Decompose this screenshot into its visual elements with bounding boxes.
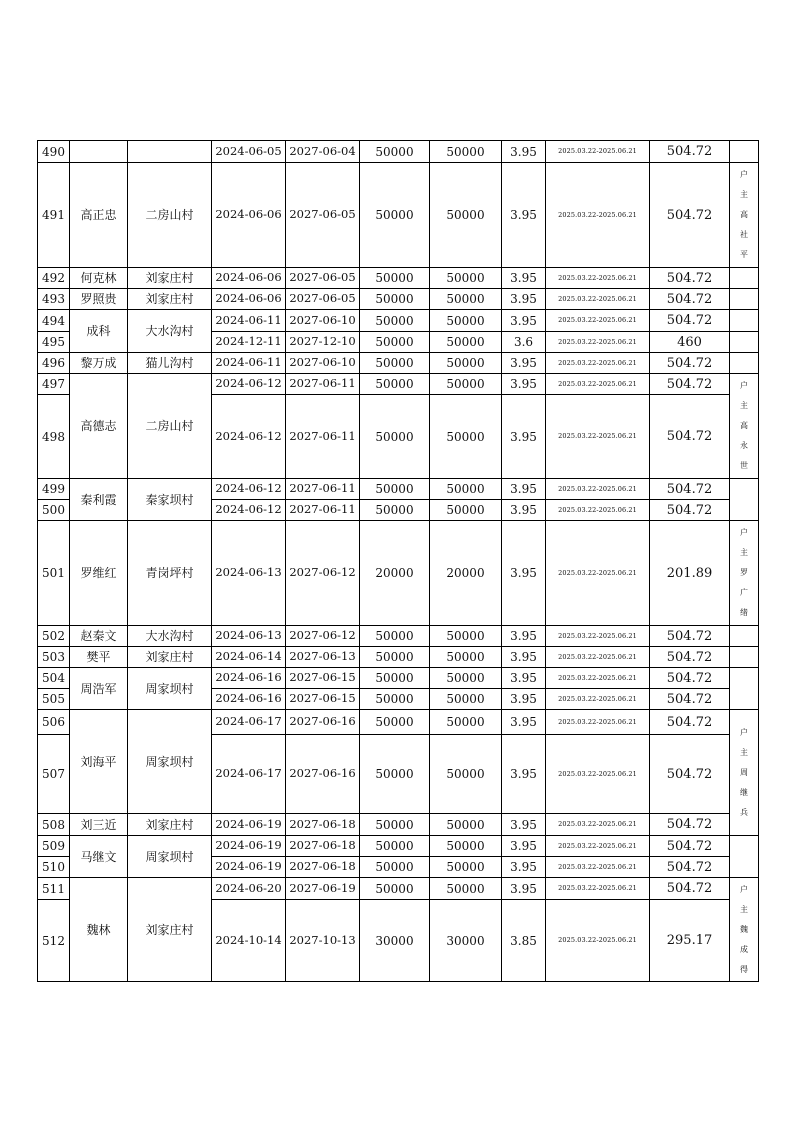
interest-amount: 504.72 <box>650 395 730 479</box>
loan-start-date: 2024-06-06 <box>212 289 286 310</box>
remark-char: 高 <box>740 210 748 219</box>
village-name: 青岗坪村 <box>128 521 212 626</box>
loan-end-date: 2027-06-05 <box>286 289 360 310</box>
remark-char: 永 <box>740 441 748 450</box>
loan-balance: 50000 <box>430 268 502 289</box>
village-name <box>128 141 212 163</box>
borrower-name: 罗维红 <box>70 521 128 626</box>
remark-char: 罗 <box>740 568 748 577</box>
interest-amount: 504.72 <box>650 310 730 332</box>
loan-start-date: 2024-06-05 <box>212 141 286 163</box>
loan-balance: 50000 <box>430 395 502 479</box>
borrower-name: 魏林 <box>70 878 128 982</box>
borrower-name: 高正忠 <box>70 163 128 268</box>
remark-cell <box>730 332 759 353</box>
interest-period: 2025.03.22-2025.06.21 <box>546 814 650 836</box>
loan-start-date: 2024-06-19 <box>212 836 286 857</box>
borrower-name: 秦利霞 <box>70 479 128 521</box>
loan-amount: 50000 <box>360 141 430 163</box>
interest-period: 2025.03.22-2025.06.21 <box>546 500 650 521</box>
loan-balance: 50000 <box>430 836 502 857</box>
interest-rate: 3.95 <box>502 310 546 332</box>
row-number: 499 <box>38 479 70 500</box>
borrower-name: 何克林 <box>70 268 128 289</box>
interest-rate: 3.95 <box>502 374 546 395</box>
interest-rate: 3.95 <box>502 668 546 689</box>
row-number: 507 <box>38 735 70 814</box>
remark-cell <box>730 289 759 310</box>
interest-rate: 3.95 <box>502 521 546 626</box>
loan-start-date: 2024-06-11 <box>212 310 286 332</box>
interest-rate: 3.6 <box>502 332 546 353</box>
loan-end-date: 2027-06-11 <box>286 500 360 521</box>
loan-amount: 50000 <box>360 878 430 900</box>
loan-start-date: 2024-06-14 <box>212 647 286 668</box>
loan-amount: 50000 <box>360 500 430 521</box>
row-number: 509 <box>38 836 70 857</box>
row-number: 508 <box>38 814 70 836</box>
row-number: 511 <box>38 878 70 900</box>
loan-start-date: 2024-12-11 <box>212 332 286 353</box>
loan-end-date: 2027-06-18 <box>286 836 360 857</box>
interest-period: 2025.03.22-2025.06.21 <box>546 374 650 395</box>
loan-end-date: 2027-06-19 <box>286 878 360 900</box>
interest-rate: 3.95 <box>502 814 546 836</box>
loan-end-date: 2027-06-13 <box>286 647 360 668</box>
interest-period: 2025.03.22-2025.06.21 <box>546 710 650 735</box>
loan-start-date: 2024-06-12 <box>212 500 286 521</box>
row-number: 512 <box>38 900 70 982</box>
remark-cell <box>730 836 759 878</box>
remark-cell <box>730 647 759 668</box>
interest-period: 2025.03.22-2025.06.21 <box>546 289 650 310</box>
borrower-name: 刘三近 <box>70 814 128 836</box>
household-head-note <box>730 374 759 479</box>
row-number: 498 <box>38 395 70 479</box>
row-number: 504 <box>38 668 70 689</box>
loan-balance: 50000 <box>430 857 502 878</box>
loan-start-date: 2024-06-17 <box>212 710 286 735</box>
loan-amount: 50000 <box>360 289 430 310</box>
interest-rate: 3.95 <box>502 353 546 374</box>
household-head-note <box>730 521 759 626</box>
interest-period: 2025.03.22-2025.06.21 <box>546 626 650 647</box>
borrower-name: 黎万成 <box>70 353 128 374</box>
remark-cell <box>730 310 759 332</box>
interest-period: 2025.03.22-2025.06.21 <box>546 479 650 500</box>
interest-amount: 504.72 <box>650 163 730 268</box>
loan-end-date: 2027-06-11 <box>286 374 360 395</box>
table-row <box>38 814 759 836</box>
loan-amount: 50000 <box>360 353 430 374</box>
remark-char: 主 <box>740 747 748 757</box>
remark-char: 户 <box>740 528 748 537</box>
interest-rate: 3.95 <box>502 395 546 479</box>
table-row <box>38 878 759 900</box>
borrower-name: 高德志 <box>70 374 128 479</box>
borrower-name: 成科 <box>70 310 128 353</box>
interest-rate: 3.95 <box>502 626 546 647</box>
interest-amount: 504.72 <box>650 647 730 668</box>
row-number: 493 <box>38 289 70 310</box>
row-number: 502 <box>38 626 70 647</box>
loan-balance: 50000 <box>430 689 502 710</box>
interest-period: 2025.03.22-2025.06.21 <box>546 735 650 814</box>
loan-balance: 20000 <box>430 521 502 626</box>
borrower-name: 樊平 <box>70 647 128 668</box>
interest-period: 2025.03.22-2025.06.21 <box>546 268 650 289</box>
row-number: 506 <box>38 710 70 735</box>
loan-interest-table <box>37 140 759 982</box>
loan-end-date: 2027-06-18 <box>286 857 360 878</box>
loan-amount: 50000 <box>360 479 430 500</box>
table-row <box>38 353 759 374</box>
remark-char: 成 <box>740 944 748 954</box>
remark-char: 社 <box>740 230 748 239</box>
loan-amount: 50000 <box>360 814 430 836</box>
loan-balance: 50000 <box>430 500 502 521</box>
loan-end-date: 2027-06-10 <box>286 353 360 374</box>
interest-period: 2025.03.22-2025.06.21 <box>546 141 650 163</box>
interest-amount: 504.72 <box>650 289 730 310</box>
loan-start-date: 2024-06-16 <box>212 689 286 710</box>
borrower-name: 周浩军 <box>70 668 128 710</box>
interest-amount: 504.72 <box>650 836 730 857</box>
loan-start-date: 2024-06-12 <box>212 395 286 479</box>
village-name: 刘家庄村 <box>128 289 212 310</box>
row-number: 503 <box>38 647 70 668</box>
interest-amount: 504.72 <box>650 479 730 500</box>
village-name: 刘家庄村 <box>128 647 212 668</box>
table-row <box>38 710 759 735</box>
row-number: 490 <box>38 141 70 163</box>
loan-end-date: 2027-10-13 <box>286 900 360 982</box>
interest-rate: 3.95 <box>502 857 546 878</box>
remark-char: 平 <box>740 250 748 259</box>
row-number: 501 <box>38 521 70 626</box>
loan-balance: 50000 <box>430 332 502 353</box>
village-name: 周家坝村 <box>128 710 212 814</box>
loan-balance: 50000 <box>430 163 502 268</box>
remark-cell <box>730 479 759 521</box>
row-number: 500 <box>38 500 70 521</box>
remark-char: 户 <box>740 170 748 179</box>
loan-start-date: 2024-10-14 <box>212 900 286 982</box>
loan-balance: 50000 <box>430 310 502 332</box>
loan-amount: 50000 <box>360 374 430 395</box>
loan-balance: 50000 <box>430 353 502 374</box>
row-number: 492 <box>38 268 70 289</box>
table-row <box>38 163 759 268</box>
loan-amount: 20000 <box>360 521 430 626</box>
table-row <box>38 647 759 668</box>
remark-char: 高 <box>740 421 748 430</box>
loan-end-date: 2027-06-11 <box>286 395 360 479</box>
loan-balance: 50000 <box>430 626 502 647</box>
row-number: 497 <box>38 374 70 395</box>
table-row <box>38 268 759 289</box>
loan-amount: 50000 <box>360 268 430 289</box>
remark-char: 周 <box>740 767 748 777</box>
interest-rate: 3.95 <box>502 836 546 857</box>
remark-char: 继 <box>740 787 748 797</box>
table-row <box>38 479 759 500</box>
household-head-note <box>730 878 759 982</box>
table-row <box>38 374 759 395</box>
loan-balance: 30000 <box>430 900 502 982</box>
interest-rate: 3.95 <box>502 500 546 521</box>
borrower-name: 刘海平 <box>70 710 128 814</box>
interest-rate: 3.85 <box>502 900 546 982</box>
borrower-name: 罗照贵 <box>70 289 128 310</box>
interest-rate: 3.95 <box>502 163 546 268</box>
interest-period: 2025.03.22-2025.06.21 <box>546 647 650 668</box>
village-name: 刘家庄村 <box>128 878 212 982</box>
loan-start-date: 2024-06-06 <box>212 163 286 268</box>
remark-cell <box>730 668 759 710</box>
interest-period: 2025.03.22-2025.06.21 <box>546 878 650 900</box>
loan-end-date: 2027-06-05 <box>286 163 360 268</box>
interest-amount: 504.72 <box>650 689 730 710</box>
remark-char: 兵 <box>740 807 748 817</box>
remark-char: 绪 <box>740 608 748 617</box>
loan-start-date: 2024-06-11 <box>212 353 286 374</box>
loan-amount: 50000 <box>360 395 430 479</box>
loan-amount: 50000 <box>360 626 430 647</box>
interest-amount: 504.72 <box>650 374 730 395</box>
interest-amount: 295.17 <box>650 900 730 982</box>
loan-amount: 50000 <box>360 857 430 878</box>
loan-start-date: 2024-06-13 <box>212 521 286 626</box>
village-name: 猫儿沟村 <box>128 353 212 374</box>
loan-balance: 50000 <box>430 878 502 900</box>
interest-period: 2025.03.22-2025.06.21 <box>546 332 650 353</box>
loan-start-date: 2024-06-12 <box>212 374 286 395</box>
village-name: 周家坝村 <box>128 668 212 710</box>
interest-period: 2025.03.22-2025.06.21 <box>546 689 650 710</box>
loan-amount: 50000 <box>360 668 430 689</box>
borrower-name: 赵秦文 <box>70 626 128 647</box>
remark-char: 世 <box>740 461 748 470</box>
table-row <box>38 310 759 332</box>
remark-cell <box>730 268 759 289</box>
interest-period: 2025.03.22-2025.06.21 <box>546 857 650 878</box>
loan-end-date: 2027-12-10 <box>286 332 360 353</box>
loan-amount: 50000 <box>360 735 430 814</box>
interest-rate: 3.95 <box>502 479 546 500</box>
loan-balance: 50000 <box>430 814 502 836</box>
loan-start-date: 2024-06-12 <box>212 479 286 500</box>
interest-period: 2025.03.22-2025.06.21 <box>546 836 650 857</box>
interest-period: 2025.03.22-2025.06.21 <box>546 310 650 332</box>
loan-balance: 50000 <box>430 374 502 395</box>
table-row <box>38 626 759 647</box>
household-head-note <box>730 710 759 836</box>
row-number: 494 <box>38 310 70 332</box>
interest-amount: 504.72 <box>650 268 730 289</box>
row-number: 496 <box>38 353 70 374</box>
borrower-name <box>70 141 128 163</box>
loan-end-date: 2027-06-12 <box>286 521 360 626</box>
interest-period: 2025.03.22-2025.06.21 <box>546 900 650 982</box>
loan-start-date: 2024-06-19 <box>212 857 286 878</box>
row-number: 505 <box>38 689 70 710</box>
village-name: 秦家坝村 <box>128 479 212 521</box>
loan-amount: 50000 <box>360 836 430 857</box>
household-head-note <box>730 163 759 268</box>
table-row <box>38 141 759 163</box>
interest-amount: 504.72 <box>650 141 730 163</box>
loan-end-date: 2027-06-12 <box>286 626 360 647</box>
table-row <box>38 836 759 857</box>
remark-char: 魏 <box>740 924 748 934</box>
village-name: 二房山村 <box>128 163 212 268</box>
loan-start-date: 2024-06-19 <box>212 814 286 836</box>
village-name: 刘家庄村 <box>128 268 212 289</box>
interest-period: 2025.03.22-2025.06.21 <box>546 163 650 268</box>
village-name: 二房山村 <box>128 374 212 479</box>
village-name: 大水沟村 <box>128 310 212 353</box>
interest-amount: 504.72 <box>650 735 730 814</box>
loan-end-date: 2027-06-16 <box>286 710 360 735</box>
interest-rate: 3.95 <box>502 710 546 735</box>
remark-cell <box>730 353 759 374</box>
loan-amount: 50000 <box>360 163 430 268</box>
loan-start-date: 2024-06-06 <box>212 268 286 289</box>
interest-period: 2025.03.22-2025.06.21 <box>546 353 650 374</box>
interest-amount: 504.72 <box>650 353 730 374</box>
loan-start-date: 2024-06-16 <box>212 668 286 689</box>
loan-amount: 50000 <box>360 689 430 710</box>
loan-amount: 50000 <box>360 332 430 353</box>
table-row <box>38 521 759 626</box>
loan-balance: 50000 <box>430 141 502 163</box>
remark-char: 户 <box>740 884 748 894</box>
remark-char: 主 <box>740 401 748 410</box>
loan-end-date: 2027-06-04 <box>286 141 360 163</box>
remark-char: 广 <box>740 588 748 597</box>
interest-rate: 3.95 <box>502 141 546 163</box>
loan-balance: 50000 <box>430 289 502 310</box>
interest-amount: 460 <box>650 332 730 353</box>
loan-end-date: 2027-06-15 <box>286 668 360 689</box>
remark-char: 得 <box>740 964 748 974</box>
interest-amount: 504.72 <box>650 626 730 647</box>
loan-amount: 50000 <box>360 647 430 668</box>
interest-rate: 3.95 <box>502 689 546 710</box>
loan-balance: 50000 <box>430 735 502 814</box>
interest-period: 2025.03.22-2025.06.21 <box>546 395 650 479</box>
interest-amount: 504.72 <box>650 857 730 878</box>
interest-rate: 3.95 <box>502 735 546 814</box>
interest-rate: 3.95 <box>502 268 546 289</box>
loan-end-date: 2027-06-10 <box>286 310 360 332</box>
village-name: 刘家庄村 <box>128 814 212 836</box>
remark-char: 主 <box>740 904 748 914</box>
remark-char: 户 <box>740 727 748 737</box>
interest-amount: 504.72 <box>650 500 730 521</box>
interest-period: 2025.03.22-2025.06.21 <box>546 521 650 626</box>
loan-start-date: 2024-06-20 <box>212 878 286 900</box>
interest-rate: 3.95 <box>502 647 546 668</box>
loan-amount: 50000 <box>360 710 430 735</box>
loan-balance: 50000 <box>430 647 502 668</box>
loan-end-date: 2027-06-05 <box>286 268 360 289</box>
table-row <box>38 289 759 310</box>
interest-amount: 504.72 <box>650 668 730 689</box>
village-name: 大水沟村 <box>128 626 212 647</box>
remark-char: 主 <box>740 548 748 557</box>
loan-balance: 50000 <box>430 710 502 735</box>
row-number: 510 <box>38 857 70 878</box>
interest-amount: 504.72 <box>650 710 730 735</box>
interest-amount: 201.89 <box>650 521 730 626</box>
interest-period: 2025.03.22-2025.06.21 <box>546 668 650 689</box>
loan-end-date: 2027-06-11 <box>286 479 360 500</box>
borrower-name: 马继文 <box>70 836 128 878</box>
loan-end-date: 2027-06-15 <box>286 689 360 710</box>
interest-amount: 504.72 <box>650 878 730 900</box>
loan-balance: 50000 <box>430 668 502 689</box>
loan-end-date: 2027-06-16 <box>286 735 360 814</box>
loan-balance: 50000 <box>430 479 502 500</box>
remark-cell <box>730 141 759 163</box>
loan-end-date: 2027-06-18 <box>286 814 360 836</box>
loan-start-date: 2024-06-17 <box>212 735 286 814</box>
loan-amount: 50000 <box>360 310 430 332</box>
table-row <box>38 668 759 689</box>
interest-rate: 3.95 <box>502 878 546 900</box>
row-number: 491 <box>38 163 70 268</box>
village-name: 周家坝村 <box>128 836 212 878</box>
row-number: 495 <box>38 332 70 353</box>
interest-rate: 3.95 <box>502 289 546 310</box>
remark-char: 户 <box>740 381 748 390</box>
loan-start-date: 2024-06-13 <box>212 626 286 647</box>
interest-amount: 504.72 <box>650 814 730 836</box>
loan-amount: 30000 <box>360 900 430 982</box>
remark-char: 主 <box>740 190 748 199</box>
remark-cell <box>730 626 759 647</box>
